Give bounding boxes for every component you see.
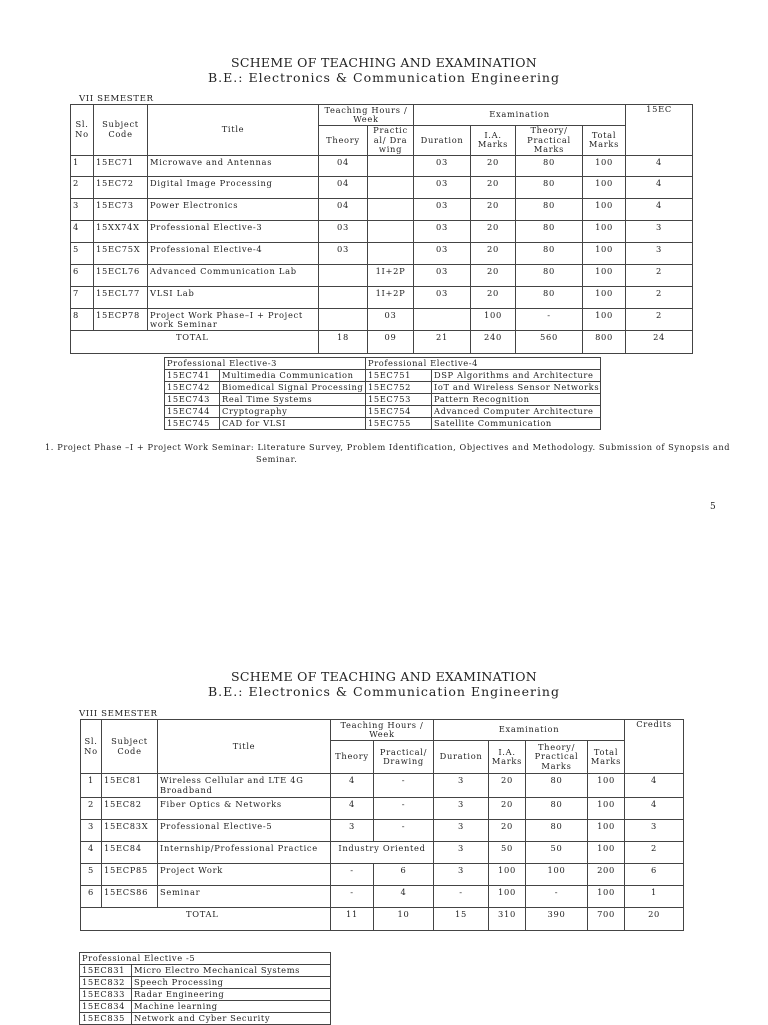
elective-title: Pattern Recognition	[432, 394, 601, 406]
cell-code: 15EC83X	[102, 820, 158, 842]
cell-tp: 80	[526, 820, 588, 842]
cell-duration	[414, 308, 471, 330]
cell-sl: 6	[71, 264, 94, 286]
cell-theory	[319, 264, 368, 286]
cell-code: 15ECP78	[94, 308, 148, 330]
cell-sl: 3	[71, 198, 94, 220]
cell-ia: 100	[489, 864, 526, 886]
cell-sl: 7	[71, 286, 94, 308]
list-item	[165, 370, 601, 382]
elective-code: 15EC834	[80, 1001, 132, 1013]
cell-total: 100	[583, 220, 626, 242]
cell-theory: 3	[331, 820, 374, 842]
cell-practical	[368, 242, 414, 264]
cell-credits: 4	[626, 155, 693, 176]
cell-credits: 1	[625, 886, 684, 908]
cell-credits: 3	[626, 220, 693, 242]
cell-total: 100	[588, 820, 625, 842]
cell-sl: 3	[81, 820, 102, 842]
cell-theory: 04	[319, 176, 368, 198]
header-theory: Theory	[319, 126, 368, 156]
footnote-continued: Seminar.	[256, 454, 298, 464]
cell-ia: 100	[489, 886, 526, 908]
cell-tp: 80	[526, 798, 588, 820]
header-practical: Practic al/ Dra wing	[368, 126, 414, 156]
header-theory: Theory	[331, 741, 374, 774]
cell-duration: -	[434, 886, 489, 908]
cell-ia: 100	[471, 308, 516, 330]
cell-practical: -	[374, 798, 434, 820]
elective-4-header: Professional Elective-4	[366, 358, 601, 370]
total-duration: 15	[434, 908, 489, 931]
cell-practical	[368, 198, 414, 220]
elective-title: CAD for VLSI	[220, 418, 366, 430]
cell-tp: 80	[516, 155, 583, 176]
list-item	[165, 394, 601, 406]
table-row	[71, 264, 693, 286]
cell-title: Fiber Optics & Networks	[158, 798, 331, 820]
table-row	[71, 155, 693, 176]
elective-title: Micro Electro Mechanical Systems	[132, 965, 331, 977]
cell-tp: 100	[526, 864, 588, 886]
cell-tp: 80	[516, 198, 583, 220]
header-credits: 15EC	[626, 105, 693, 156]
cell-credits: 2	[626, 286, 693, 308]
cell-code: 15EC81	[102, 774, 158, 798]
cell-title: Internship/Professional Practice	[158, 842, 331, 864]
cell-code: 15ECL76	[94, 264, 148, 286]
cell-code: 15ECP85	[102, 864, 158, 886]
cell-credits: 4	[626, 176, 693, 198]
cell-code: 15EC84	[102, 842, 158, 864]
header-exam: Examination	[414, 105, 626, 126]
elective-title: Radar Engineering	[132, 989, 331, 1001]
elective-title: Machine learning	[132, 1001, 331, 1013]
cell-total: 100	[588, 798, 625, 820]
elective-code: 15EC753	[366, 394, 432, 406]
total-label: TOTAL	[81, 908, 331, 931]
semester-label: VIII SEMESTER	[79, 709, 158, 719]
cell-theory	[319, 286, 368, 308]
cell-total: 100	[583, 176, 626, 198]
table-row	[71, 286, 693, 308]
cell-credits: 2	[626, 308, 693, 330]
elective-title: IoT and Wireless Sensor Networks	[432, 382, 601, 394]
cell-code: 15EC71	[94, 155, 148, 176]
cell-code: 15EC82	[102, 798, 158, 820]
elective-code: 15EC741	[165, 370, 220, 382]
semester-table	[70, 104, 693, 354]
page-number: 5	[710, 502, 717, 512]
cell-theory: -	[331, 886, 374, 908]
elective-title: Speech Processing	[132, 977, 331, 989]
table-row	[81, 886, 684, 908]
elective-code: 15EC742	[165, 382, 220, 394]
table-row	[81, 774, 684, 798]
total-ia: 310	[489, 908, 526, 931]
cell-duration: 3	[434, 864, 489, 886]
elective-code: 15EC831	[80, 965, 132, 977]
total-theory: 18	[319, 330, 368, 353]
cell-ia: 20	[489, 774, 526, 798]
elective-code: 15EC744	[165, 406, 220, 418]
cell-code: 15ECL77	[94, 286, 148, 308]
cell-credits: 4	[626, 198, 693, 220]
cell-credits: 3	[625, 820, 684, 842]
header-title: Title	[158, 720, 331, 774]
page-title: SCHEME OF TEACHING AND EXAMINATION	[231, 55, 537, 70]
list-item	[165, 406, 601, 418]
cell-theory: 03	[319, 220, 368, 242]
cell-theory: 04	[319, 198, 368, 220]
cell-tp: -	[526, 886, 588, 908]
table-row	[81, 820, 684, 842]
header-duration: Duration	[434, 741, 489, 774]
total-practical: 10	[374, 908, 434, 931]
cell-ia: 20	[471, 220, 516, 242]
header-tp: Theory/ Practical Marks	[526, 741, 588, 774]
header-exam: Examination	[434, 720, 625, 741]
elective-title: Multimedia Communication	[220, 370, 366, 382]
cell-total: 100	[583, 264, 626, 286]
cell-credits: 4	[625, 798, 684, 820]
cell-tp: -	[516, 308, 583, 330]
cell-theory: 03	[319, 242, 368, 264]
cell-sl: 2	[71, 176, 94, 198]
list-item	[80, 989, 331, 1001]
total-tp: 390	[526, 908, 588, 931]
cell-practical	[368, 155, 414, 176]
cell-credits: 2	[625, 842, 684, 864]
total-row	[81, 908, 684, 931]
cell-duration: 03	[414, 198, 471, 220]
cell-credits: 4	[625, 774, 684, 798]
list-item	[80, 1013, 331, 1025]
elective-code: 15EC752	[366, 382, 432, 394]
cell-total: 200	[588, 864, 625, 886]
total-theory: 11	[331, 908, 374, 931]
cell-tp: 80	[516, 286, 583, 308]
cell-practical: 4	[374, 886, 434, 908]
total-total: 800	[583, 330, 626, 353]
semester-label: VII SEMESTER	[79, 94, 154, 104]
header-title: Title	[148, 105, 319, 156]
header-practical: Practical/ Drawing	[374, 741, 434, 774]
elective-title: Network and Cyber Security	[132, 1013, 331, 1025]
total-row	[71, 330, 693, 353]
cell-tp: 80	[526, 774, 588, 798]
semester-table	[80, 719, 684, 931]
cell-ia: 20	[471, 264, 516, 286]
header-tp: Theory/ Practical Marks	[516, 126, 583, 156]
cell-title: Wireless Cellular and LTE 4G Broadband	[158, 774, 331, 798]
cell-title: Project Work Phase–I + Project work Seminar	[148, 308, 319, 330]
cell-credits: 2	[626, 264, 693, 286]
cell-title: Professional Elective-4	[148, 242, 319, 264]
cell-duration: 3	[434, 842, 489, 864]
cell-practical: -	[374, 820, 434, 842]
cell-duration: 3	[434, 798, 489, 820]
elective-title: DSP Algorithms and Architecture	[432, 370, 601, 382]
cell-sl: 5	[71, 242, 94, 264]
list-item	[80, 977, 331, 989]
cell-ia: 20	[489, 798, 526, 820]
cell-duration: 03	[414, 155, 471, 176]
cell-ia: 20	[471, 176, 516, 198]
cell-ia: 20	[471, 242, 516, 264]
cell-sl: 4	[81, 842, 102, 864]
cell-total: 100	[588, 842, 625, 864]
elective-title: Cryptography	[220, 406, 366, 418]
table-row	[71, 308, 693, 330]
header-total: Total Marks	[588, 741, 625, 774]
total-total: 700	[588, 908, 625, 931]
cell-theory: 4	[331, 774, 374, 798]
cell-tp: 80	[516, 242, 583, 264]
total-label: TOTAL	[71, 330, 319, 353]
elective-code: 15EC835	[80, 1013, 132, 1025]
cell-title: VLSI Lab	[148, 286, 319, 308]
cell-duration: 03	[414, 220, 471, 242]
cell-tp: 80	[516, 220, 583, 242]
cell-code: 15EC73	[94, 198, 148, 220]
total-ia: 240	[471, 330, 516, 353]
table-row	[81, 842, 684, 864]
cell-total: 100	[588, 774, 625, 798]
header-ia: I.A. Marks	[489, 741, 526, 774]
list-item	[165, 382, 601, 394]
header-code: Subject Code	[94, 105, 148, 156]
cell-theory	[319, 308, 368, 330]
header-teaching: Teaching Hours / Week	[331, 720, 434, 741]
header-code: Subject Code	[102, 720, 158, 774]
cell-duration: 03	[414, 286, 471, 308]
total-practical: 09	[368, 330, 414, 353]
cell-sl: 5	[81, 864, 102, 886]
cell-industry-oriented: Industry Oriented	[331, 842, 434, 864]
total-tp: 560	[516, 330, 583, 353]
cell-theory: 04	[319, 155, 368, 176]
cell-practical	[368, 220, 414, 242]
cell-practical: 03	[368, 308, 414, 330]
cell-practical: 1I+2P	[368, 286, 414, 308]
elective-code: 15EC743	[165, 394, 220, 406]
cell-sl: 1	[71, 155, 94, 176]
total-credits: 24	[626, 330, 693, 353]
page-subtitle: B.E.: Electronics & Communication Engineering	[208, 70, 560, 85]
cell-title: Advanced Communication Lab	[148, 264, 319, 286]
cell-practical: -	[374, 774, 434, 798]
cell-practical	[368, 176, 414, 198]
header-sl: Sl. No	[71, 105, 94, 156]
elective-code: 15EC833	[80, 989, 132, 1001]
elective-code: 15EC745	[165, 418, 220, 430]
cell-code: 15XX74X	[94, 220, 148, 242]
cell-tp: 50	[526, 842, 588, 864]
elective-code: 15EC755	[366, 418, 432, 430]
cell-total: 100	[588, 886, 625, 908]
elective-code: 15EC832	[80, 977, 132, 989]
cell-ia: 50	[489, 842, 526, 864]
total-duration: 21	[414, 330, 471, 353]
cell-practical: 6	[374, 864, 434, 886]
header-total: Total Marks	[583, 126, 626, 156]
elective-title: Satellite Communication	[432, 418, 601, 430]
list-item	[80, 1001, 331, 1013]
cell-duration: 3	[434, 820, 489, 842]
cell-ia: 20	[489, 820, 526, 842]
elective-code: 15EC754	[366, 406, 432, 418]
cell-total: 100	[583, 308, 626, 330]
cell-title: Project Work	[158, 864, 331, 886]
elective-table	[164, 357, 601, 430]
elective-3-header: Professional Elective-3	[165, 358, 366, 370]
page-subtitle: B.E.: Electronics & Communication Engineering	[208, 684, 560, 699]
table-row	[71, 198, 693, 220]
cell-title: Professional Elective-5	[158, 820, 331, 842]
cell-title: Professional Elective-3	[148, 220, 319, 242]
cell-sl: 8	[71, 308, 94, 330]
elective-title: Biomedical Signal Processing	[220, 382, 366, 394]
header-ia: I.A. Marks	[471, 126, 516, 156]
table-row	[81, 798, 684, 820]
cell-total: 100	[583, 286, 626, 308]
cell-sl: 2	[81, 798, 102, 820]
cell-total: 100	[583, 242, 626, 264]
cell-code: 15ECS86	[102, 886, 158, 908]
list-item	[80, 965, 331, 977]
cell-ia: 20	[471, 286, 516, 308]
cell-tp: 80	[516, 264, 583, 286]
cell-credits: 3	[626, 242, 693, 264]
elective-title: Real Time Systems	[220, 394, 366, 406]
cell-theory: 4	[331, 798, 374, 820]
cell-sl: 4	[71, 220, 94, 242]
table-row	[71, 176, 693, 198]
elective-table	[79, 952, 331, 1025]
cell-title: Power Electronics	[148, 198, 319, 220]
header-teaching: Teaching Hours / Week	[319, 105, 414, 126]
cell-total: 100	[583, 155, 626, 176]
cell-ia: 20	[471, 155, 516, 176]
cell-code: 15EC72	[94, 176, 148, 198]
cell-credits: 6	[625, 864, 684, 886]
header-credits: Credits	[625, 720, 684, 774]
header-sl: Sl. No	[81, 720, 102, 774]
table-row	[71, 220, 693, 242]
elective-code: 15EC751	[366, 370, 432, 382]
total-credits: 20	[625, 908, 684, 931]
cell-ia: 20	[471, 198, 516, 220]
cell-practical: 1I+2P	[368, 264, 414, 286]
cell-tp: 80	[516, 176, 583, 198]
cell-sl: 1	[81, 774, 102, 798]
cell-code: 15EC75X	[94, 242, 148, 264]
cell-title: Microwave and Antennas	[148, 155, 319, 176]
elective-5-header: Professional Elective -5	[80, 953, 331, 965]
header-duration: Duration	[414, 126, 471, 156]
page-title: SCHEME OF TEACHING AND EXAMINATION	[231, 669, 537, 684]
elective-title: Advanced Computer Architecture	[432, 406, 601, 418]
table-row	[81, 864, 684, 886]
cell-duration: 03	[414, 176, 471, 198]
cell-theory: -	[331, 864, 374, 886]
list-item	[165, 418, 601, 430]
cell-duration: 03	[414, 264, 471, 286]
table-row	[71, 242, 693, 264]
cell-title: Digital Image Processing	[148, 176, 319, 198]
cell-total: 100	[583, 198, 626, 220]
cell-sl: 6	[81, 886, 102, 908]
cell-title: Seminar	[158, 886, 331, 908]
cell-duration: 3	[434, 774, 489, 798]
footnote: 1. Project Phase –I + Project Work Seminar: Literature Survey, Problem Identification, Objectives and Methodology. Submission of Synopsis and	[45, 442, 731, 452]
cell-duration: 03	[414, 242, 471, 264]
